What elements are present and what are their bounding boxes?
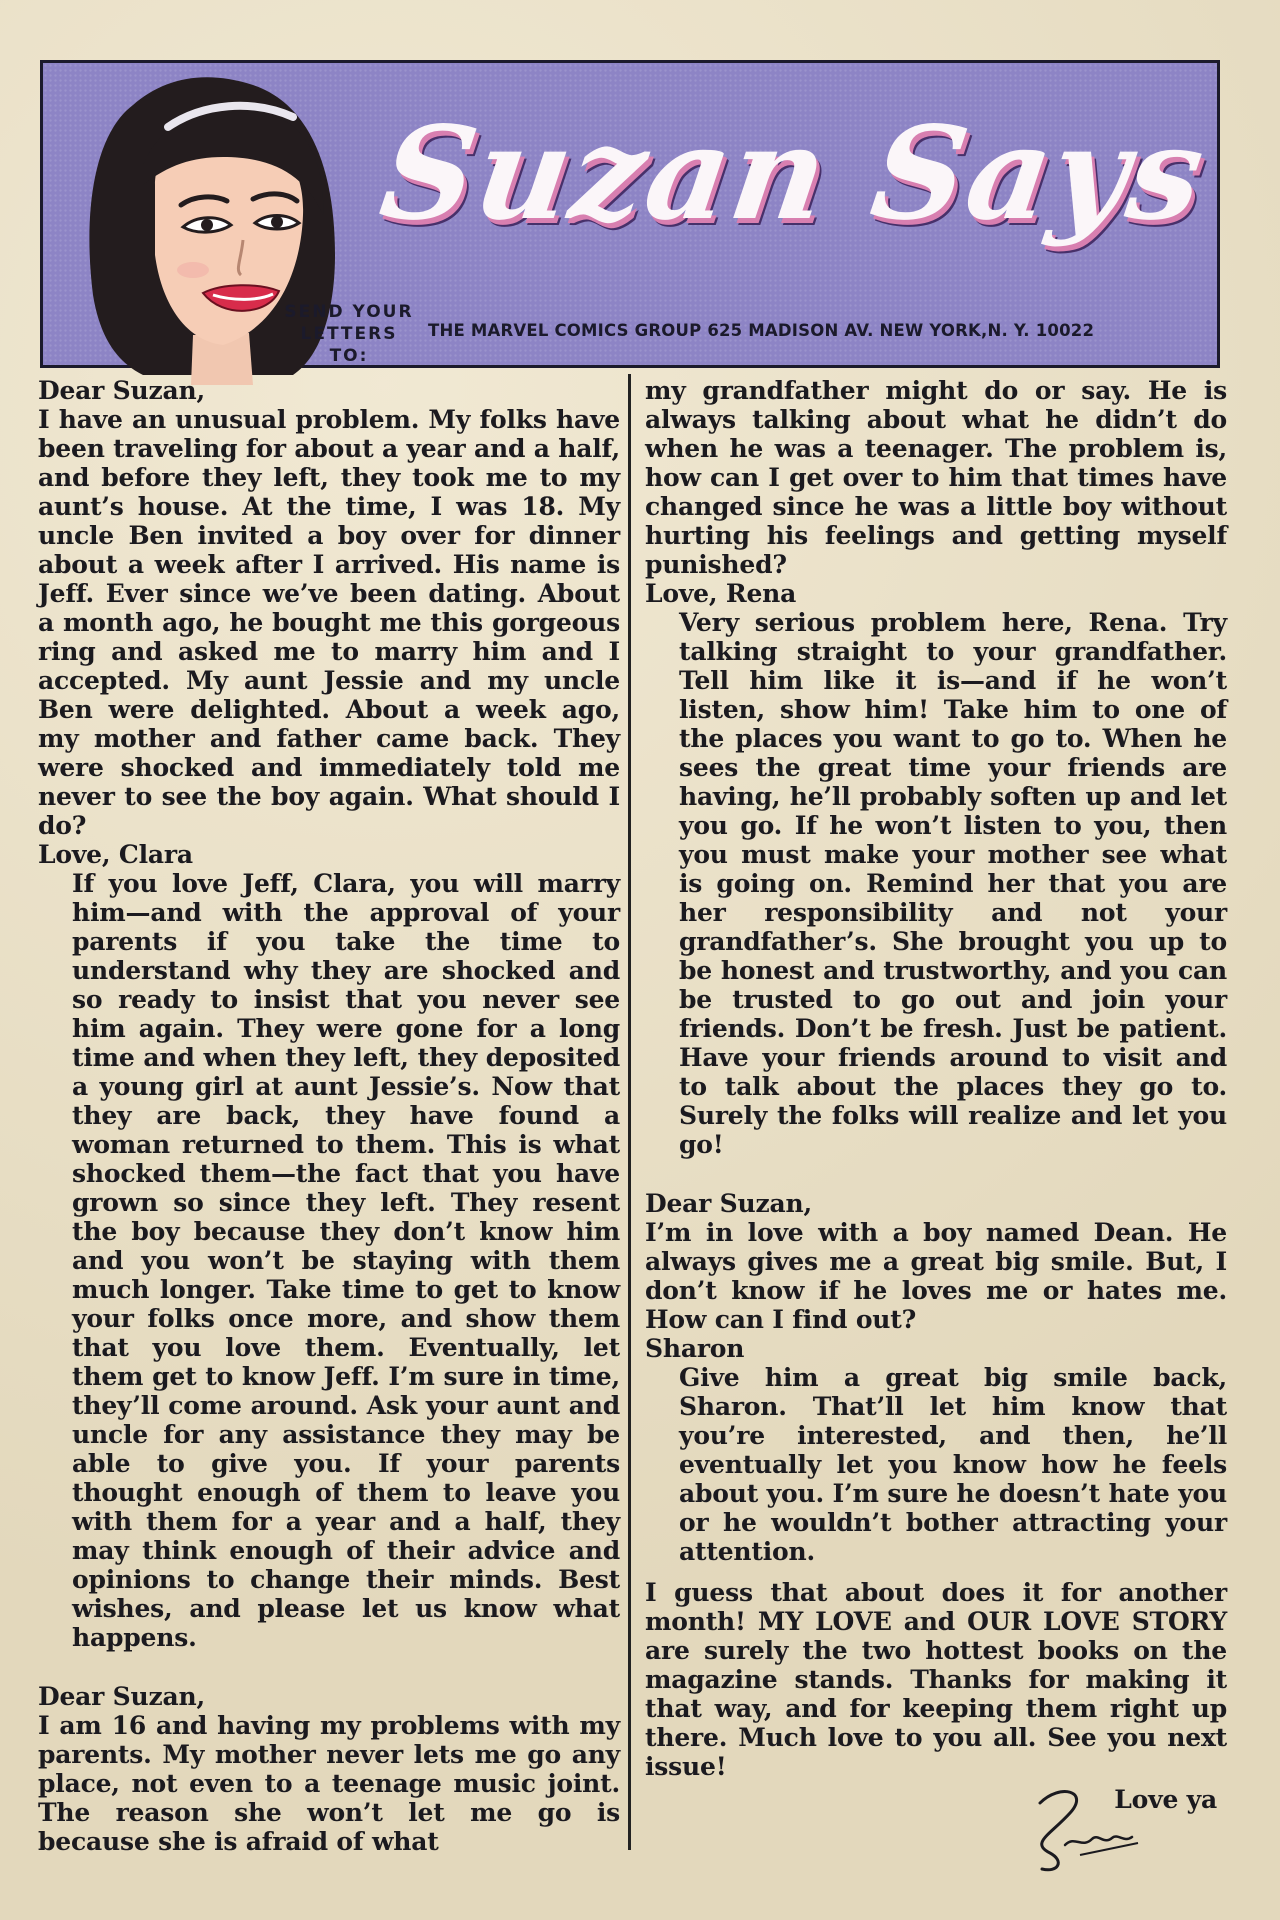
letter3-body: I’m in love with a boy named Dean. He always gives me a great big smile. But, I don’t know if he loves me or hates me. How can I find out? bbox=[645, 1218, 1227, 1334]
mailing-address: THE MARVEL COMICS GROUP 625 MADISON AV. NEW YORK,N. Y. 10022 bbox=[428, 321, 1095, 340]
handwritten-signature bbox=[1020, 1783, 1150, 1878]
letter1-body: I have an unusual problem. My folks have been traveling for about a year and a half, and before they left, they took me to my aunt’s house. At the time, I was 18. My uncle Ben invited a boy over for dinner about a week after I arrived. His name is Jeff. Ever since we’ve been dating. About a month ago, he bought me this gorgeous ring and asked me to marry him and I accepted. My aunt Jessie and my uncle Ben were delighted. About a week ago, my mother and father came back. They were shocked and immediately told me never to see the boy again. What should I do? bbox=[38, 405, 621, 840]
left-column bbox=[38, 376, 620, 1856]
letter2-body-part2: my grandfather might do or say. He is always talking about what he didn’t do when he was a teenager. The problem is, how can I get over to him that times have changed since he was a little boy without hurting his feelings and getting myself punished? bbox=[645, 376, 1227, 579]
signature-block bbox=[645, 1781, 1227, 1871]
send-letters-label: SEND YOUR LETTERS TO: bbox=[284, 302, 414, 366]
letter3-greeting: Dear Suzan, bbox=[645, 1189, 812, 1218]
letter2-reply: Very serious problem here, Rena. Try talking straight to your grandfather. Tell him like it is—and if he won’t listen, show him! Take him to one of the places you want to go to. When he sees the great time your friends are having, he’ll probably soften up and let you go. If he won’t listen to you, then you must make your mother see what is going on. Remind her that you are her responsibility and not your grandfather’s. She brought you up to be honest and trustworthy, and you can be trusted to go out and join your friends. Don’t be fresh. Just be patient. Have your friends around to visit and to talk about the places they go to. Surely the folks will realize and let you go! bbox=[679, 608, 1227, 1159]
column-divider bbox=[628, 374, 631, 1850]
letter2-greeting: Dear Suzan, bbox=[38, 1682, 205, 1711]
letter2-body-part1: I am 16 and having my problems with my parents. My mother never lets me go any place, not even to a teenage music joint. The reason she won’t let me go is because she is afraid of what bbox=[38, 1711, 620, 1856]
letter1-greeting: Dear Suzan, bbox=[38, 376, 205, 405]
banner-title: Suzan Says bbox=[372, 99, 1215, 249]
closing-signoff: Love ya bbox=[1114, 1785, 1217, 1814]
header-banner bbox=[40, 60, 1220, 368]
letter3-reply: Give him a great big smile back, Sharon. That’ll let him know that you’re interested, and then, he’ll eventually let you know how he feels about you. I’m sure he doesn’t hate you or he wouldn’t bother attracting your attention. bbox=[679, 1363, 1227, 1566]
closing-text: I guess that about does it for another month! MY LOVE and OUR LOVE STORY are surely the two hottest books on the magazine stands. Thanks for making it that way, and for keeping them right up there. Much love to you all. See you next issue! bbox=[645, 1578, 1227, 1781]
letter2-signoff: Love, Rena bbox=[645, 579, 797, 608]
letter1-signoff: Love, Clara bbox=[38, 840, 193, 869]
right-column bbox=[645, 376, 1227, 1871]
letter3-signoff: Sharon bbox=[645, 1334, 745, 1363]
letter1-reply: If you love Jeff, Clara, you will marry him—and with the approval of your parents if you take the time to understand why they are shocked and so ready to insist that you never see him again. They were gone for a long time and when they left, they deposited a young girl at aunt Jessie’s. Now that they are back, they have found a woman returned to them. This is what shocked them—the fact that you have grown so since they left. They resent the boy because they don’t know him and you won’t be staying with them much longer. Take time to get to know your folks once more, and show them that you love them. Eventually, let them get to know Jeff. I’m sure in time, they’ll come around. Ask your aunt and uncle for any assistance they may be able to give you. If your parents thought enough of them to leave you with them for a year and a half, they may think enough of their advice and opinions to change their minds. Best wishes, and please let us know what happens. bbox=[72, 869, 620, 1652]
